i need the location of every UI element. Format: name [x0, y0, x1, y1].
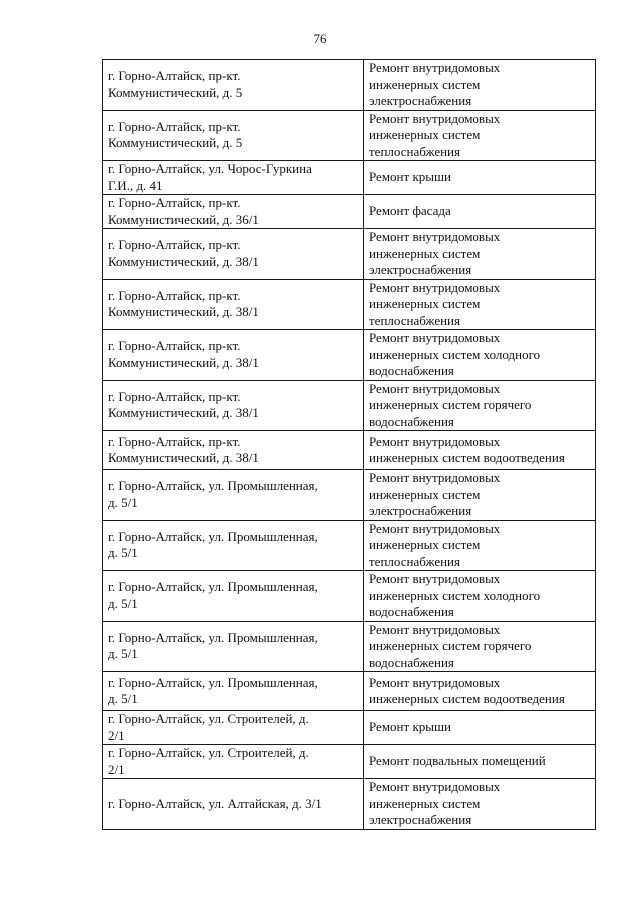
- address-cell: г. Горно-Алтайск, пр-кт. Коммунистический, д. 36/1: [103, 195, 364, 229]
- work-type-cell: Ремонт внутридомовых инженерных систем водоотведения: [364, 672, 596, 711]
- table-row: [103, 380, 596, 431]
- table-row: [103, 711, 596, 745]
- table-row: [103, 431, 596, 470]
- table-row: [103, 621, 596, 672]
- work-type-cell: Ремонт крыши: [364, 161, 596, 195]
- address-cell: г. Горно-Алтайск, ул. Алтайская, д. 3/1: [103, 779, 364, 830]
- address-cell: г. Горно-Алтайск, ул. Промышленная, д. 5/1: [103, 672, 364, 711]
- table-row: [103, 571, 596, 622]
- address-cell: г. Горно-Алтайск, ул. Промышленная, д. 5/1: [103, 621, 364, 672]
- table-body: [103, 60, 596, 830]
- table-row: [103, 279, 596, 330]
- work-type-cell: Ремонт внутридомовых инженерных систем холодного водоснабжения: [364, 330, 596, 381]
- table-row: [103, 330, 596, 381]
- address-cell: г. Горно-Алтайск, пр-кт. Коммунистический, д. 38/1: [103, 279, 364, 330]
- address-cell: г. Горно-Алтайск, ул. Строителей, д. 2/1: [103, 745, 364, 779]
- work-type-cell: Ремонт внутридомовых инженерных систем горячего водоснабжения: [364, 621, 596, 672]
- repair-works-table: [102, 59, 596, 830]
- work-type-cell: Ремонт внутридомовых инженерных систем горячего водоснабжения: [364, 380, 596, 431]
- table-row: [103, 60, 596, 111]
- table-row: [103, 470, 596, 521]
- work-type-cell: Ремонт внутридомовых инженерных систем электроснабжения: [364, 470, 596, 521]
- page-number: 76: [313, 31, 327, 46]
- table-row: [103, 161, 596, 195]
- address-cell: г. Горно-Алтайск, пр-кт. Коммунистический, д. 38/1: [103, 330, 364, 381]
- table-row: [103, 672, 596, 711]
- address-cell: г. Горно-Алтайск, пр-кт. Коммунистический, д. 38/1: [103, 229, 364, 280]
- work-type-cell: Ремонт внутридомовых инженерных систем электроснабжения: [364, 229, 596, 280]
- work-type-cell: Ремонт внутридомовых инженерных систем теплоснабжения: [364, 110, 596, 161]
- work-type-cell: Ремонт внутридомовых инженерных систем холодного водоснабжения: [364, 571, 596, 622]
- address-cell: г. Горно-Алтайск, пр-кт. Коммунистический, д. 38/1: [103, 380, 364, 431]
- table-row: [103, 195, 596, 229]
- work-type-cell: Ремонт подвальных помещений: [364, 745, 596, 779]
- address-cell: г. Горно-Алтайск, ул. Чорос-Гуркина Г.И., д. 41: [103, 161, 364, 195]
- work-type-cell: Ремонт внутридомовых инженерных систем электроснабжения: [364, 779, 596, 830]
- table-row: [103, 110, 596, 161]
- address-cell: г. Горно-Алтайск, пр-кт. Коммунистический, д. 5: [103, 110, 364, 161]
- work-type-cell: Ремонт внутридомовых инженерных систем теплоснабжения: [364, 279, 596, 330]
- address-cell: г. Горно-Алтайск, пр-кт. Коммунистический, д. 38/1: [103, 431, 364, 470]
- address-cell: г. Горно-Алтайск, ул. Промышленная, д. 5/1: [103, 571, 364, 622]
- table-row: [103, 745, 596, 779]
- address-cell: г. Горно-Алтайск, ул. Промышленная, д. 5/1: [103, 520, 364, 571]
- table-row: [103, 520, 596, 571]
- work-type-cell: Ремонт внутридомовых инженерных систем водоотведения: [364, 431, 596, 470]
- address-cell: г. Горно-Алтайск, пр-кт. Коммунистический, д. 5: [103, 60, 364, 111]
- work-type-cell: Ремонт внутридомовых инженерных систем электроснабжения: [364, 60, 596, 111]
- address-cell: г. Горно-Алтайск, ул. Промышленная, д. 5/1: [103, 470, 364, 521]
- work-type-cell: Ремонт фасада: [364, 195, 596, 229]
- work-type-cell: Ремонт внутридомовых инженерных систем теплоснабжения: [364, 520, 596, 571]
- address-cell: г. Горно-Алтайск, ул. Строителей, д. 2/1: [103, 711, 364, 745]
- table-row: [103, 229, 596, 280]
- table-row: [103, 779, 596, 830]
- work-type-cell: Ремонт крыши: [364, 711, 596, 745]
